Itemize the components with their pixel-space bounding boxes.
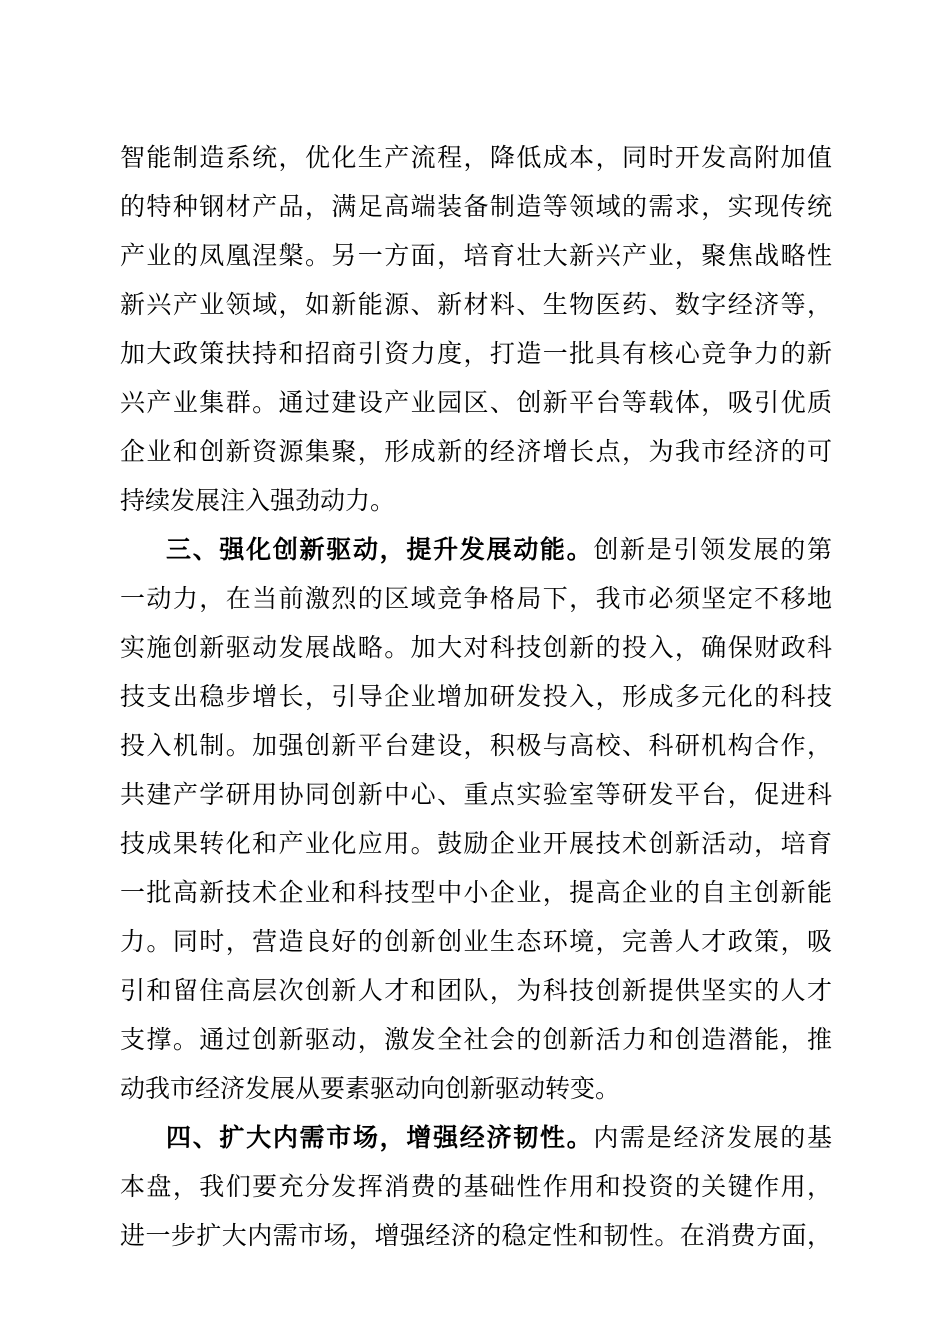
paragraph-line: 动我市经济发展从要素驱动向创新驱动转变。	[120, 1074, 621, 1103]
paragraph-line: 一动力，在当前激烈的区域竞争格局下，我市必须坚定不移地	[120, 584, 832, 613]
paragraph-line: 一批高新技术企业和科技型中小企业，提高企业的自主创新能	[120, 878, 832, 907]
paragraph-line: 技支出稳步增长，引导企业增加研发投入，形成多元化的科技	[120, 682, 832, 711]
paragraph-line: 兴产业集群。通过建设产业园区、创新平台等载体，吸引优质	[120, 388, 832, 417]
paragraph-line: 投入机制。加强创新平台建设，积极与高校、科研机构合作，	[120, 731, 832, 760]
paragraph-line: 力。同时，营造良好的创新创业生态环境，完善人才政策，吸	[120, 927, 832, 956]
paragraph-line: 智能制造系统，优化生产流程，降低成本，同时开发高附加值	[120, 143, 832, 172]
paragraph-line: 产业的凤凰涅槃。另一方面，培育壮大新兴产业，聚焦战略性	[120, 241, 832, 270]
paragraph-line: 共建产学研用协同创新中心、重点实验室等研发平台，促进科	[120, 780, 832, 809]
paragraph-line: 新兴产业领域，如新能源、新材料、生物医药、数字经济等，	[120, 290, 832, 319]
section4-heading: 四、扩大内需市场，增强经济韧性。	[166, 1123, 594, 1152]
paragraph-line: 本盘，我们要充分发挥消费的基础性作用和投资的关键作用，	[120, 1172, 832, 1201]
section3-heading: 三、强化创新驱动，提升发展动能。	[166, 535, 594, 564]
paragraph-line: 支撑。通过创新驱动，激发全社会的创新活力和创造潜能，推	[120, 1025, 832, 1054]
paragraph-line: 加大政策扶持和招商引资力度，打造一批具有核心竞争力的新	[120, 339, 832, 368]
paragraph-line: 持续发展注入强劲动力。	[120, 486, 396, 515]
paragraph-line: 技成果转化和产业化应用。鼓励企业开展技术创新活动，培育	[120, 829, 832, 858]
paragraph-line: 的特种钢材产品，满足高端装备制造等领域的需求，实现传统	[120, 192, 832, 221]
section3-first-line-rest: 创新是引领发展的第	[593, 535, 832, 564]
paragraph-line: 引和留住高层次创新人才和团队，为科技创新提供坚实的人才	[120, 976, 832, 1005]
section4-first-line	[166, 1118, 832, 1158]
section3-first-line	[166, 530, 832, 570]
paragraph-line: 实施创新驱动发展战略。加大对科技创新的投入，确保财政科	[120, 633, 832, 662]
paragraph-line: 企业和创新资源集聚，形成新的经济增长点，为我市经济的可	[120, 437, 832, 466]
paragraph-line: 进一步扩大内需市场，增强经济的稳定性和韧性。在消费方面，	[120, 1221, 832, 1250]
section4-first-line-rest: 内需是经济发展的基	[593, 1123, 832, 1152]
